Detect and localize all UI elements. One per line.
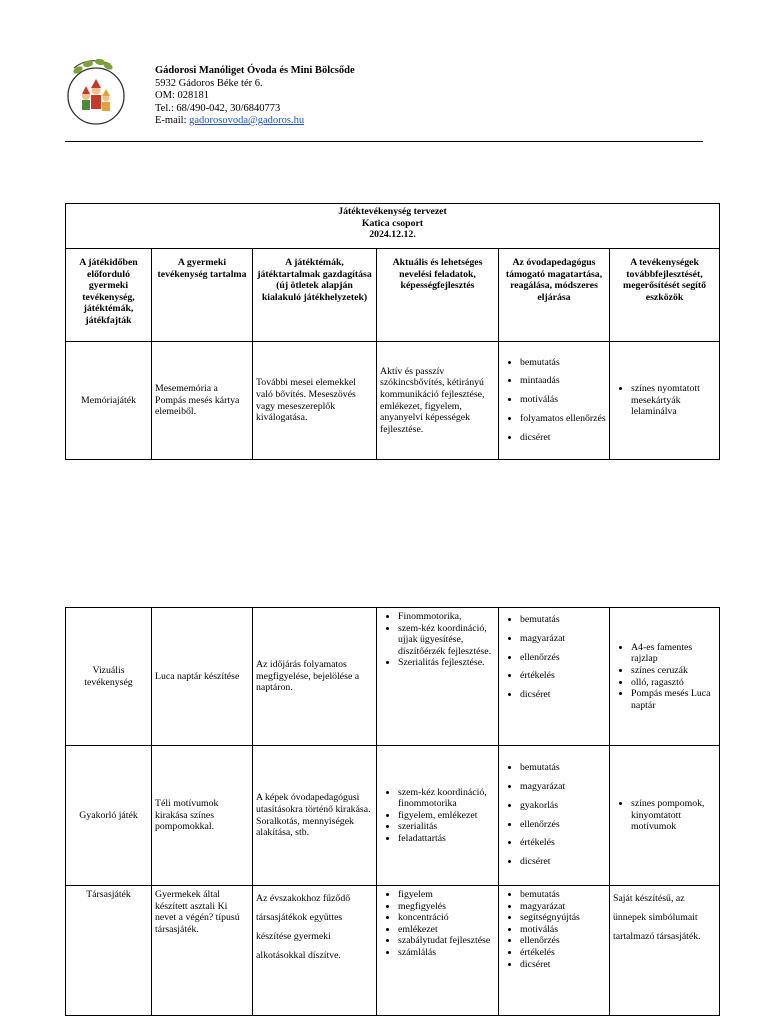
header-enrichment: A játéktémák, játéktartalmak gazdagítása (új ötletek alapján kialakuló játékhelyzetek)	[253, 249, 377, 342]
kindergarten-logo	[64, 56, 128, 130]
list-item: • magyarázat	[520, 778, 606, 797]
list-item: • feladattartás	[398, 833, 495, 845]
list-item: • magyarázat	[520, 630, 606, 649]
content-cell: Gyermekek által készített asztali Ki nevet a végén? típusú társasjáték.	[152, 886, 253, 1016]
list-item: • A4-es famentes rajzlap	[631, 642, 716, 665]
plan-table-1	[65, 203, 720, 460]
list-item: • értékelés	[520, 834, 606, 853]
list-item: • számlálás	[398, 947, 495, 959]
enrichment-cell: További mesei elemekkel való bővítés. Meseszövés vagy meseszereplők kiválogatása.	[253, 342, 377, 460]
header-divider	[65, 141, 703, 142]
list-item: • gyakorlás	[520, 797, 606, 816]
list-item: • segítségnyújtás	[520, 912, 606, 924]
activity-cell: Memóriajáték	[66, 342, 152, 460]
content-cell: Mesememória a Pompás mesés kártya elemeiből.	[152, 342, 253, 460]
activity-cell: Társasjáték	[66, 886, 152, 1016]
header-content: A gyermeki tevékenység tartalma	[152, 249, 253, 342]
list-item: • bemutatás	[520, 354, 606, 373]
list-item: • bemutatás	[520, 759, 606, 778]
table-row	[66, 886, 720, 1016]
plan-table-2	[65, 607, 720, 1016]
enrichment-cell: Az évszakokhoz fűződő társasjátékok együttes készítése gyermeki alkotásokkal díszítve.	[253, 886, 377, 1016]
content-cell: Téli motívumok kirakása színes pompomokkal.	[152, 746, 253, 886]
header-tasks: Aktuális és lehetséges nevelési feladatok, képességfejlesztés	[377, 249, 499, 342]
list-item: • ellenőrzés	[520, 935, 606, 947]
list-item: • értékelés	[520, 947, 606, 959]
activity-cell: Gyakorló játék	[66, 746, 152, 886]
table-title: Játéktevékenység tervezet Katica csoport 2024.12.12.	[66, 204, 720, 249]
list-item: • értékelés	[520, 667, 606, 686]
list-item: • megfigyelés	[398, 901, 495, 913]
list-item: • motiválás	[520, 391, 606, 410]
list-item: • dicséret	[520, 686, 606, 705]
content-cell: Luca naptár készítése	[152, 608, 253, 746]
list-item: • színes ceruzák	[631, 665, 716, 677]
list-item: • emlékezet	[398, 924, 495, 936]
list-item: • ellenőrzés	[520, 649, 606, 668]
list-item: • ellenőrzés	[520, 816, 606, 835]
list-item: • dicséret	[520, 959, 606, 971]
tools-cell	[610, 608, 720, 746]
activity-cell: Vizuális tevékenység	[66, 608, 152, 746]
list-item: • olló, ragasztó	[631, 677, 716, 689]
list-item: • folyamatos ellenőrzés	[520, 410, 606, 429]
table-row	[66, 746, 720, 886]
list-item: • Finommotorika,	[398, 611, 495, 623]
enrichment-cell: A képek óvodapedagógusi utasításokra történő kirakása. Soralkotás, mennyiségek alakítása, stb.	[253, 746, 377, 886]
list-item: • szerialitás	[398, 821, 495, 833]
tasks-cell: Aktív és passzív szókincsbővítés, kétirányú kommunikáció fejlesztése, emlékezet, figyelem, anyanyelvi képességek fejlesztése.	[377, 342, 499, 460]
tools-cell: Saját készítésű, az ünnepek simbólumait tartalmazó társasjáték.	[610, 886, 720, 1016]
list-item: • motiválás	[520, 924, 606, 936]
tools-cell	[610, 342, 720, 460]
list-item: • bemutatás	[520, 611, 606, 630]
organization-info	[155, 65, 355, 128]
address: 5932 Gádoros Béke tér 6.	[155, 77, 263, 89]
list-item: • mintaadás	[520, 372, 606, 391]
list-item: • magyarázat	[520, 901, 606, 913]
methods-cell	[499, 886, 610, 1016]
list-item: • szem-kéz koordináció, ujjak ügyesítése, díszítőérzék fejlesztése.	[398, 623, 495, 658]
list-item: • bemutatás	[520, 889, 606, 901]
list-item: • színes nyomtatott mesekártyák lelaminálva	[631, 383, 716, 418]
list-item: • figyelem, emlékezet	[398, 810, 495, 822]
enrichment-cell: Az időjárás folyamatos megfigyelése, bejelölése a naptáron.	[253, 608, 377, 746]
list-item: • szabálytudat fejlesztése	[398, 935, 495, 947]
methods-cell	[499, 746, 610, 886]
header-methods: Az óvodapedagógus támogató magatartása, reagálása, módszeres eljárása	[499, 249, 610, 342]
list-item: • dicséret	[520, 853, 606, 872]
organization-name: Gádorosi Manóliget Óvoda és Mini Bölcsőde	[155, 65, 355, 76]
methods-cell	[499, 608, 610, 746]
om-number: OM: 028181	[155, 90, 209, 101]
email-line	[155, 115, 355, 128]
email-link[interactable]: gadorosovoda@gadoros.hu	[189, 115, 305, 126]
list-item: • Pompás mesés Luca naptár	[631, 688, 716, 711]
list-item: • figyelem	[398, 889, 495, 901]
list-item: • koncentráció	[398, 912, 495, 924]
table-row	[66, 342, 720, 460]
email-label: E-mail:	[155, 115, 190, 126]
tasks-cell	[377, 746, 499, 886]
tasks-cell	[377, 608, 499, 746]
telephone: Tel.: 68/490-042, 30/6840773	[155, 102, 281, 114]
tools-cell	[610, 746, 720, 886]
header-activity: A játékidőben előforduló gyermeki tevékenység, játéktémák, játékfajták	[66, 249, 152, 342]
header-tools: A tevékenységek továbbfejlesztését, megerősítését segítő eszközök	[610, 249, 720, 342]
methods-cell	[499, 342, 610, 460]
table-row	[66, 608, 720, 746]
list-item: • Szerialitás fejlesztése.	[398, 657, 495, 669]
tasks-cell	[377, 886, 499, 1016]
list-item: • dicséret	[520, 429, 606, 448]
list-item: • szem-kéz koordináció, finommotorika	[398, 787, 495, 810]
list-item: • színes pompomok, kinyomtatott motívumok	[631, 798, 716, 833]
